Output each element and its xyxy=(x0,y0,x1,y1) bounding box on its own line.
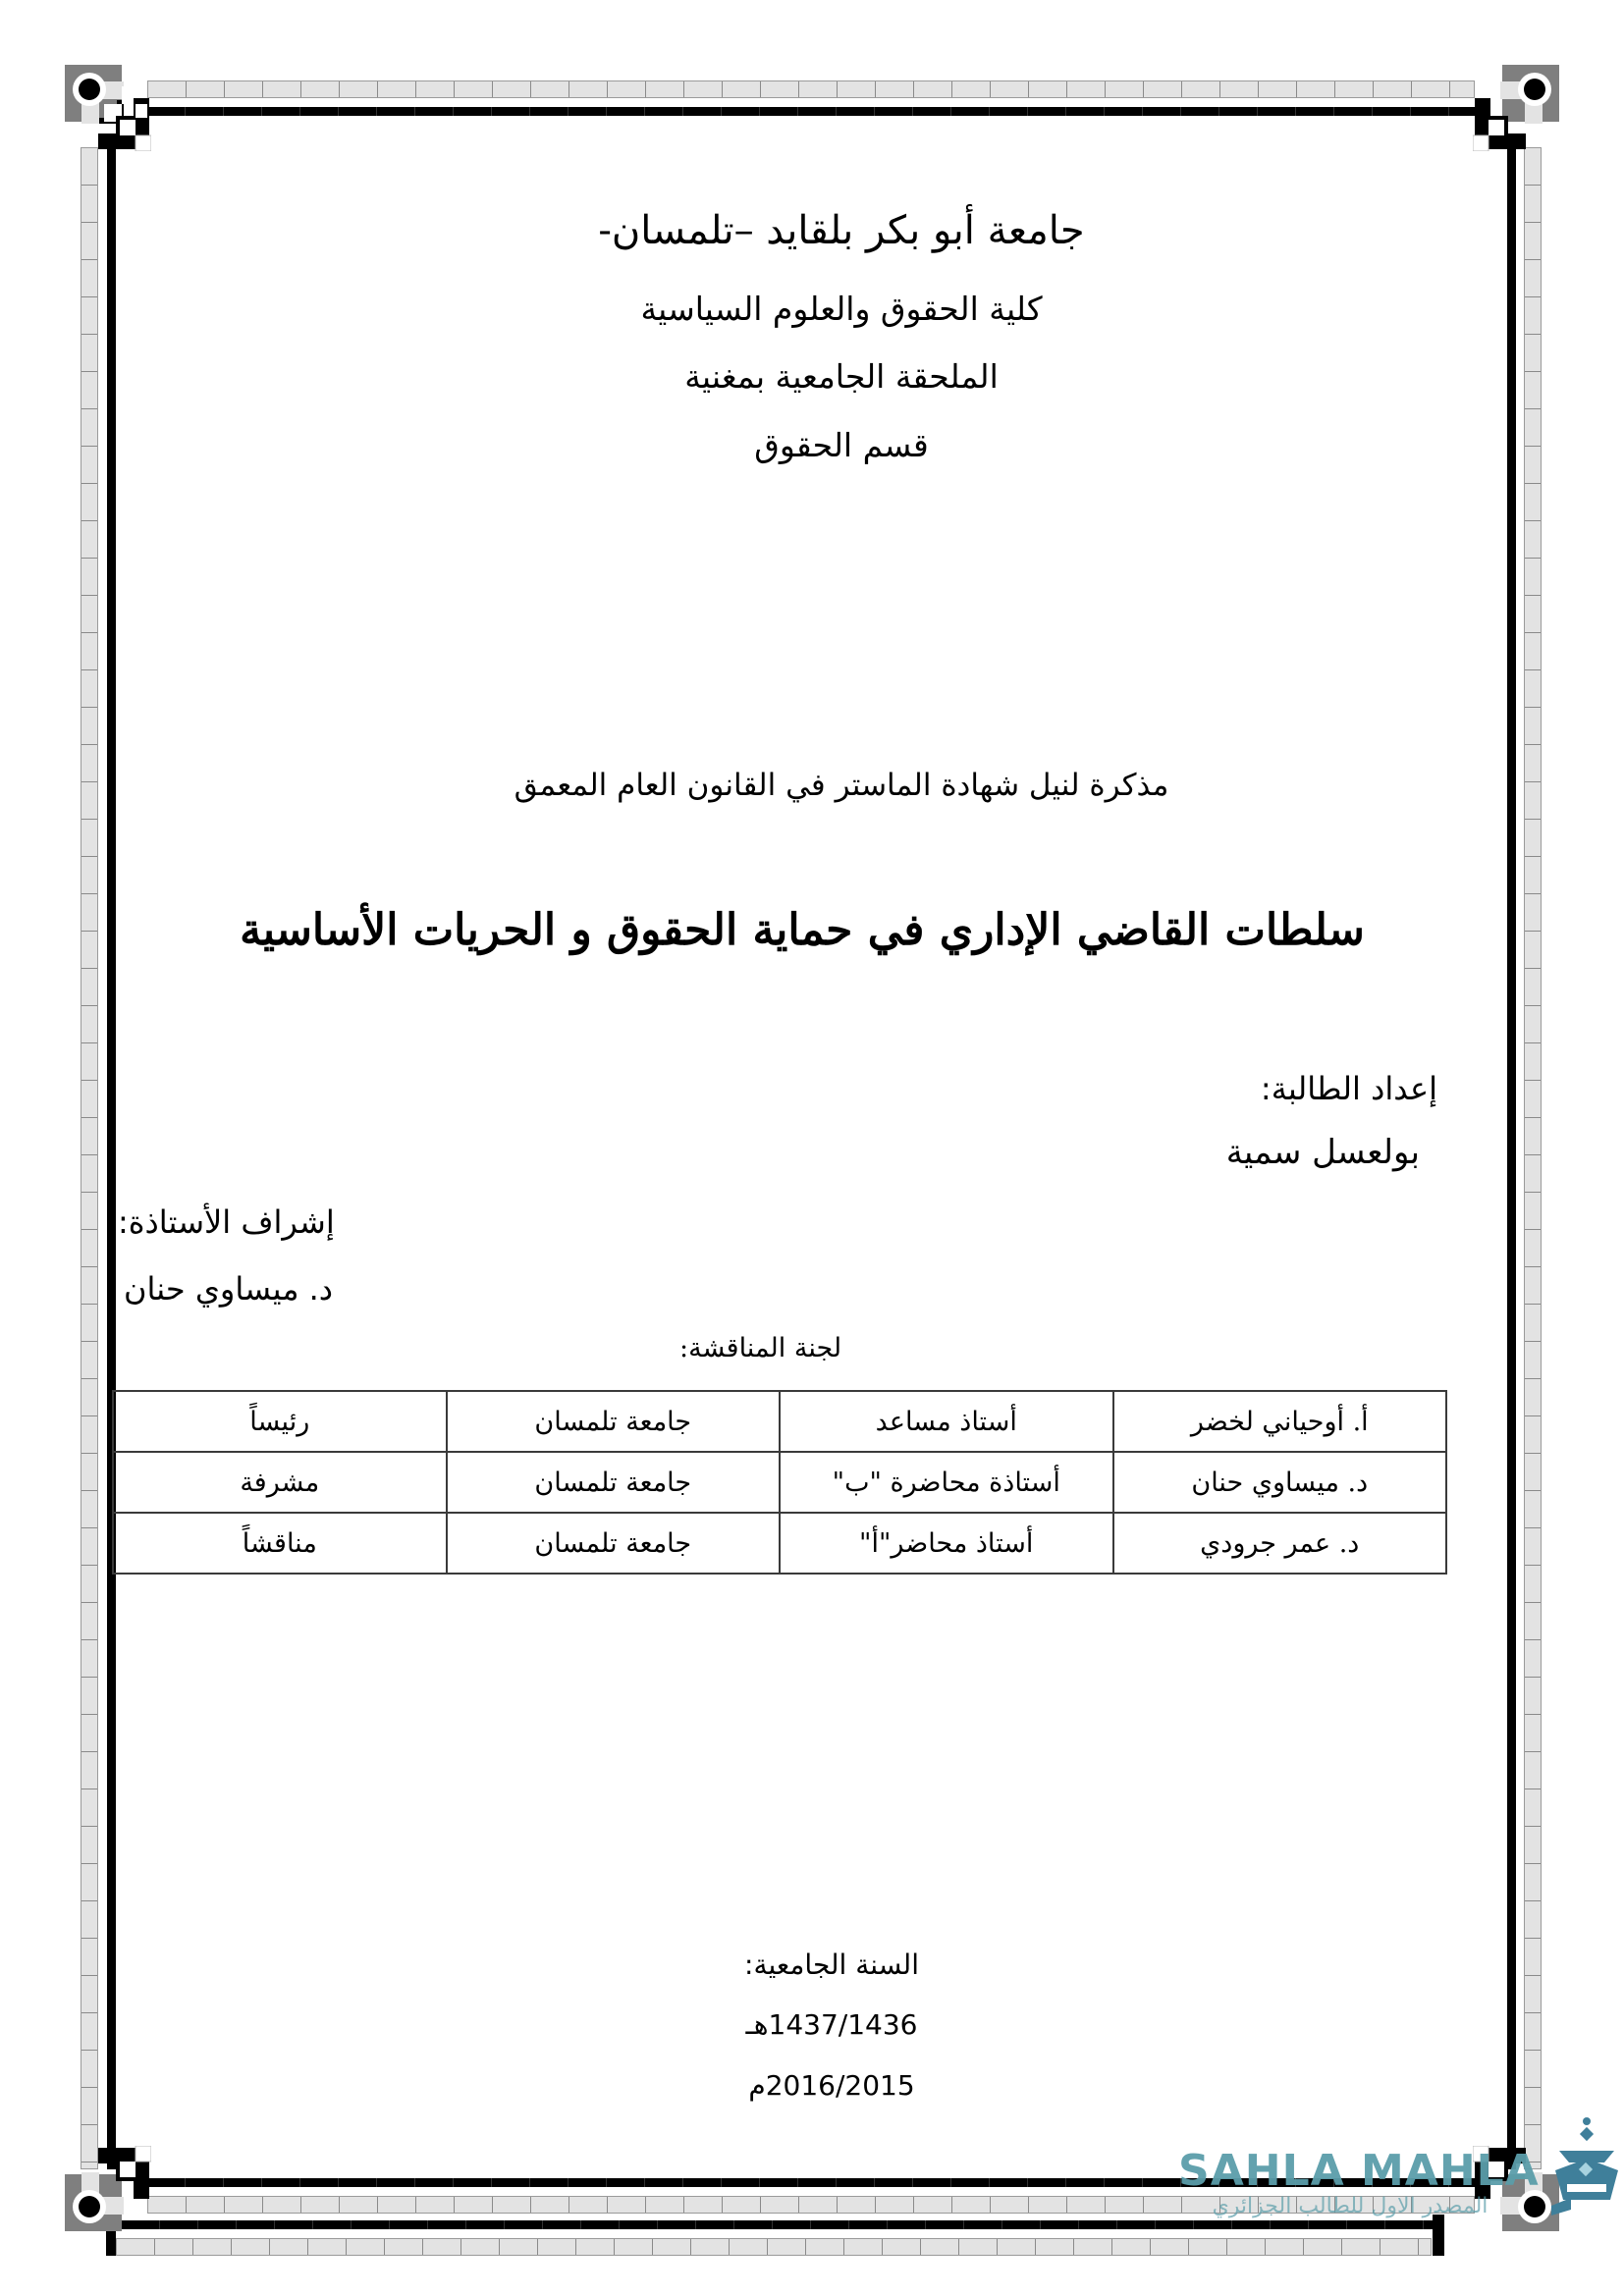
academic-year-hijri: 1437/1436هـ xyxy=(745,2008,918,2041)
member-role: رئيساً xyxy=(113,1391,447,1452)
member-institution: جامعة تلمسان xyxy=(447,1513,781,1574)
checker-ornament-icon xyxy=(1473,98,1526,151)
checker-ornament-icon xyxy=(98,2146,151,2199)
annex-name: الملحقة الجامعية بمغنية xyxy=(684,357,999,396)
table-row xyxy=(113,1452,1446,1513)
border-bottom-tiles-2 xyxy=(116,2238,1432,2256)
border-top-tiles xyxy=(147,80,1475,98)
faculty-name: كلية الحقوق والعلوم السياسية xyxy=(640,290,1043,328)
border-bottom-line-2 xyxy=(122,2220,1434,2229)
student-label: إعداد الطالبة: xyxy=(1260,1070,1437,1107)
member-name: أ. أوحياني لخضر xyxy=(1113,1391,1447,1452)
academic-year-gregorian: 2016/2015م xyxy=(748,2069,915,2102)
table-row xyxy=(113,1513,1446,1574)
department-name: قسم الحقوق xyxy=(754,426,929,464)
supervisor-label: إشراف الأستاذة: xyxy=(118,1203,335,1241)
member-institution: جامعة تلمسان xyxy=(447,1452,781,1513)
watermark-brand: SAHLA MAHLA xyxy=(1178,2146,1540,2196)
watermark-tagline: المصدر الاول للطالب الجزائري xyxy=(1212,2194,1489,2218)
border-bottom-right-stub xyxy=(1433,2215,1444,2256)
committee-table xyxy=(112,1390,1447,1575)
table-row xyxy=(113,1391,1446,1452)
checker-ornament-icon xyxy=(98,98,151,151)
academic-year-label: السنة الجامعية: xyxy=(744,1949,919,1981)
member-name: د. ميساوي حنان xyxy=(1113,1452,1447,1513)
member-rank: أستاذة محاضرة "ب" xyxy=(780,1452,1113,1513)
memo-title: سلطات القاضي الإداري في حماية الحقوق و الحريات الأساسية xyxy=(240,905,1365,955)
member-rank: أستاذ مساعد xyxy=(780,1391,1113,1452)
member-role: مناقشاً xyxy=(113,1513,447,1574)
member-rank: أستاذ محاضر"أ" xyxy=(780,1513,1113,1574)
committee-label: لجنة المناقشة: xyxy=(679,1333,842,1363)
student-name: بولعسل سمية xyxy=(1225,1133,1420,1172)
memo-subtitle: مذكرة لنيل شهادة الماستر في القانون العام المعمق xyxy=(514,768,1169,803)
border-bottom-left-stub xyxy=(106,2230,116,2256)
member-institution: جامعة تلمسان xyxy=(447,1391,781,1452)
member-role: مشرفة xyxy=(113,1452,447,1513)
supervisor-name: د. ميساوي حنان xyxy=(124,1270,334,1308)
border-top-line xyxy=(147,107,1475,116)
university-name: جامعة أبو بكر بلقايد –تلمسان- xyxy=(598,208,1085,253)
member-name: د. عمر جرودي xyxy=(1113,1513,1447,1574)
sahla-mahla-logo-icon xyxy=(1549,2115,1624,2218)
